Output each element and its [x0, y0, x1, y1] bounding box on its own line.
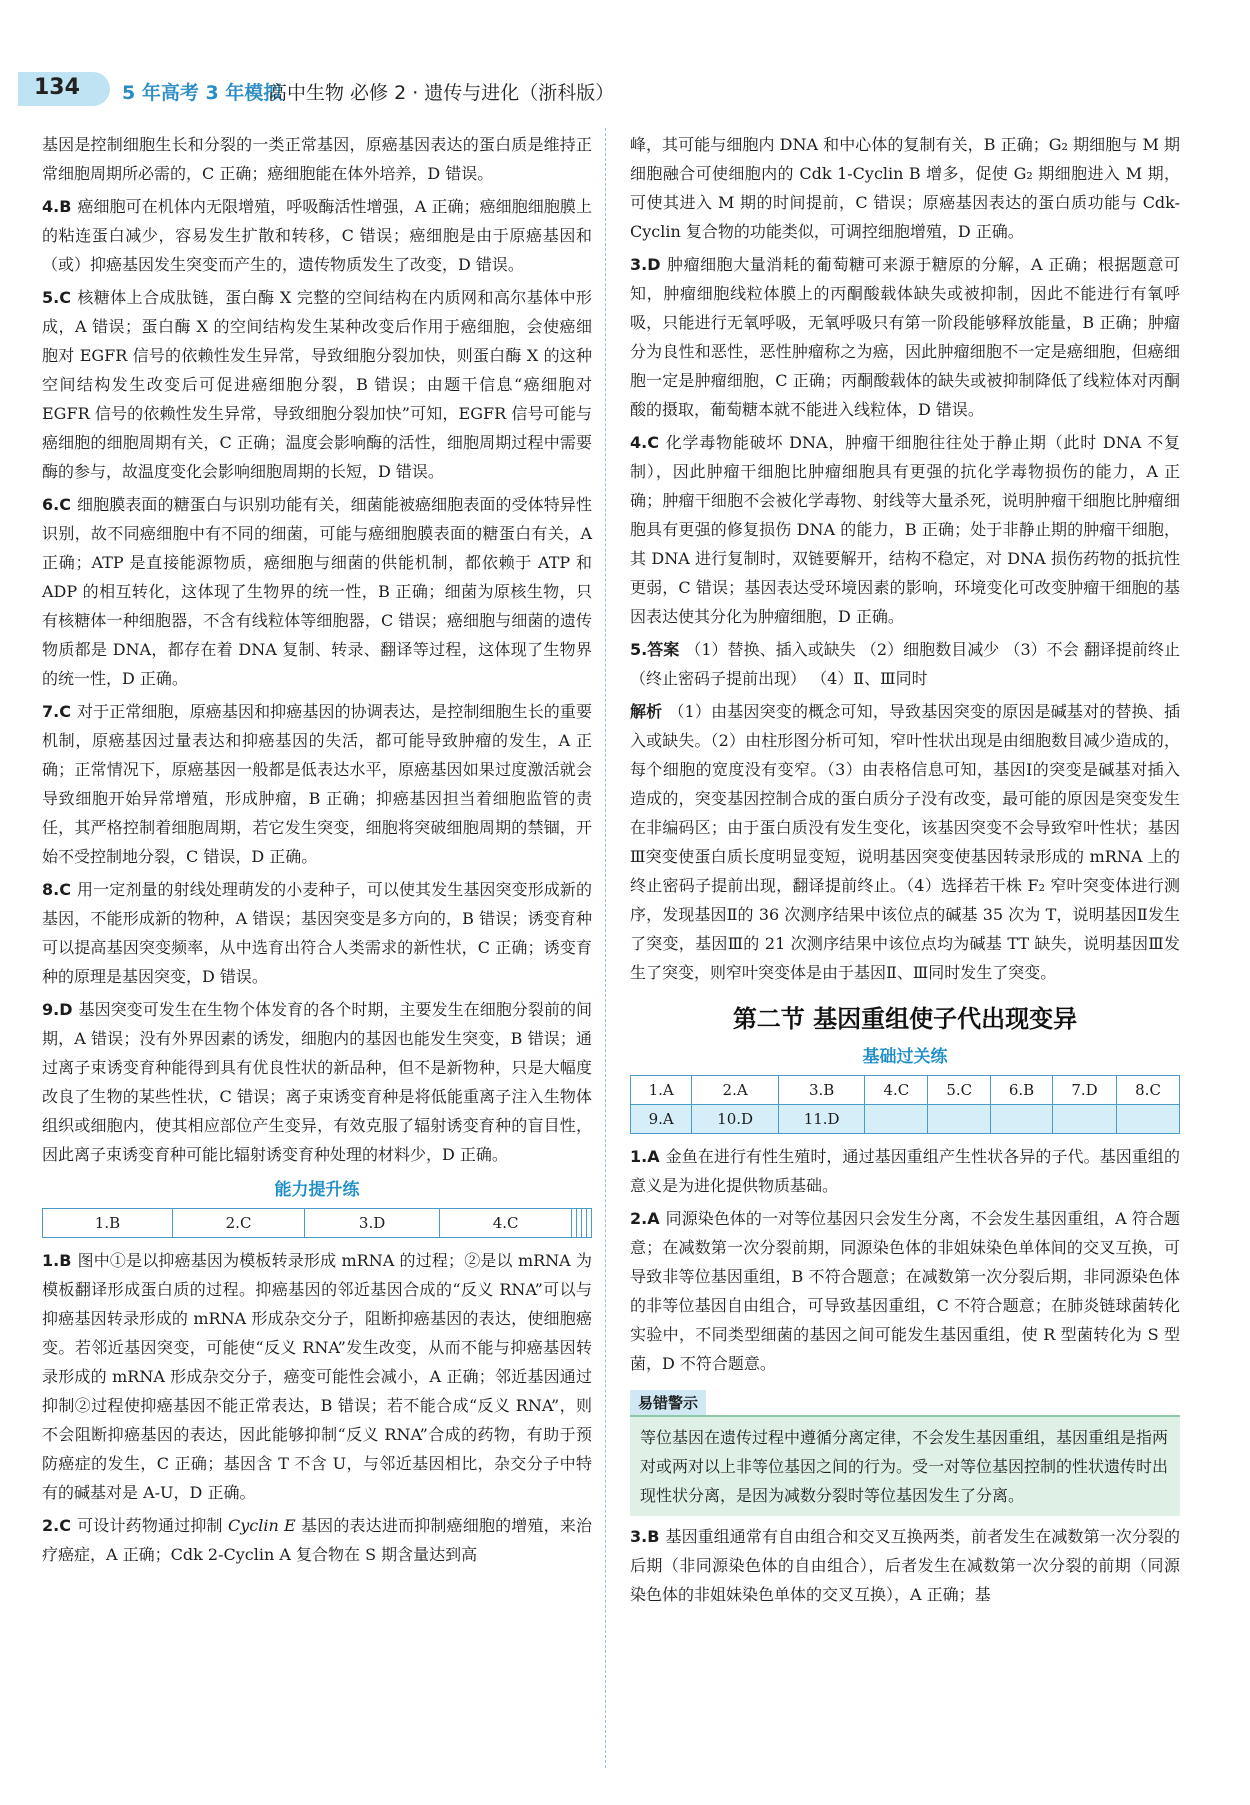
answer-cell: 8.C — [1117, 1076, 1180, 1105]
answer-cell — [1052, 1105, 1116, 1134]
ability-section-title: 能力提升练 — [274, 1180, 360, 1200]
answer-cell — [586, 1209, 591, 1238]
answer-cell: 7.D — [1052, 1076, 1116, 1105]
answer-cell: 6.B — [991, 1076, 1053, 1105]
answer-cell: 4.C — [865, 1076, 928, 1105]
analysis-item: 解析 （1）由基因突变的概念可知，导致基因突变的原因是碱基对的替换、插入或缺失。（2）由柱形图分析可知，窄叶性状出现是由细胞数目减少造成的，每个细胞的宽度没有变窄。（3）由表格信息可知，基因Ⅰ的突变是碱基对插入造成的，突变基因控制合成的蛋白质分子没有改变，最可能的原因是突变发生在非编码区；由于蛋白质没有发生变化，该基因突变不会导致窄叶性状；基因Ⅲ突变使蛋白质长度明显变短，说明基因突变使基因转录形成的 mRNA 上的终止密码子提前出现，翻译提前终止。（4）选择若干株 F₂ 窄叶突变体进行测序，发现基因Ⅱ的 36 次测序结果中该位点的碱基 35 次为 T，说明基因Ⅱ发生了突变，基因Ⅲ的 21 次测序结果中该位点均为碱基 TT 缺失，说明基因Ⅲ发生了突变，则窄叶突变体是由于基因Ⅱ、Ⅲ同时发生了突变。 — [630, 702, 1180, 982]
right-column — [630, 130, 1180, 1613]
left-column — [42, 130, 592, 1573]
page-header — [0, 58, 1250, 116]
basic-section-title: 基础过关练 — [862, 1047, 948, 1067]
answer-item: 5.答案 （1）替换、插入或缺失 （2）细胞数目减少 （3）不会 翻译提前终止（终止密码子提前出现） （4）Ⅱ、Ⅲ同时 — [630, 640, 1180, 688]
answer-item: 4.C 化学毒物能破坏 DNA，肿瘤干细胞往往处于静止期（此时 DNA 不复制），因此肿瘤干细胞比肿瘤细胞具有更强的抗化学毒物损伤的能力，A 正确；肿瘤干细胞不会被化学毒物、射线等大量杀死，说明肿瘤干细胞比肿瘤细胞具有更强的修复损伤 DNA 的能力，B 正确；处于非静止期的肿瘤干细胞，其 DNA 进行复制时，双链要解开，结构不稳定，对 DNA 损伤药物的抵抗性更弱，C 错误；基因表达受环境因素的影响，环境变化可改变肿瘤干细胞的基因表达使其分化为肿瘤细胞，D 正确。 — [630, 433, 1180, 626]
answer-item: 8.C 用一定剂量的射线处理萌发的小麦种子，可以使其发生基因突变形成新的基因，不能形成新的物种，A 错误；基因突变是多方向的，B 错误；诱变育种可以提高基因突变频率，从中选育出符合人类需求的新性状，C 正确；诱变育种的原理是基因突变，D 错误。 — [42, 880, 592, 986]
answer-item: 基因是控制细胞生长和分裂的一类正常基因，原癌基因表达的蛋白质是维持正常细胞周期所必需的，C 正确；癌细胞能在体外培养，D 错误。 — [42, 135, 592, 183]
answer-item: 2.C 可设计药物通过抑制 Cyclin E 基因的表达进而抑制癌细胞的增殖，来治疗癌症，A 正确；Cdk 2-Cyclin A 复合物在 S 期含量达到高 — [42, 1516, 593, 1564]
page-number: 134 — [34, 75, 80, 100]
answer-cell — [865, 1105, 928, 1134]
answer-item: 6.C 细胞膜表面的糖蛋白与识别功能有关，细菌能被癌细胞表面的受体特异性识别，故不同癌细胞中有不同的细菌，可能与癌细胞膜表面的糖蛋白有关，A 正确；ATP 是直接能源物质，癌细胞与细菌的供能机制，都依赖于 ATP 和 ADP 的相互转化，这体现了生物界的统一性，B 正确；细菌为原核生物，只有核糖体一种细胞器，不含有线粒体等细胞器，C 错误；癌细胞与细菌的遗传物质都是 DNA，都存在着 DNA 复制、转录、翻译等过程，这体现了生物界的统一性，D 正确。 — [42, 495, 592, 688]
answer-cell: 1.B — [43, 1209, 173, 1238]
answer-cell: 2.C — [172, 1209, 304, 1238]
answer-cell — [991, 1105, 1053, 1134]
answer-cell: 2.A — [692, 1076, 779, 1105]
book-title: 高中生物 必修 2 · 遗传与进化（浙科版） — [268, 82, 615, 104]
error-warning-label: 易错警示 — [630, 1390, 706, 1415]
basic-answer-table — [630, 1075, 1180, 1134]
error-warning-box: 等位基因在遗传过程中遵循分离定律，不会发生基因重组，基因重组是指两对或两对以上非等位基因之间的行为。受一对等位基因控制的性状遗传时出现性状分离，是因为减数分裂时等位基因发生了分离。 — [630, 1415, 1180, 1516]
answer-cell — [928, 1105, 991, 1134]
answer-cell — [1117, 1105, 1180, 1134]
answer-item: 4.B 癌细胞可在机体内无限增殖，呼吸酶活性增强，A 正确；癌细胞细胞膜上的粘连蛋白减少，容易发生扩散和转移，C 错误；癌细胞是由于原癌基因和（或）抑癌基因发生突变而产生的，遗传物质发生了改变，D 错误。 — [42, 197, 592, 274]
answer-item: 7.C 对于正常细胞，原癌基因和抑癌基因的协调表达，是控制细胞生长的重要机制，原癌基因过量表达和抑癌基因的失活，都可能导致肿瘤的发生，A 正确；正常情况下，原癌基因一般都是低表达水平，原癌基因如果过度激活就会导致细胞开始异常增殖，形成肿瘤，B 正确；抑癌基因担当着细胞监管的责任，其严格控制着细胞周期，若它发生突变，细胞将突破细胞周期的禁锢，开始不受控制地分裂，C 错误，D 正确。 — [42, 702, 592, 866]
answer-item: 5.C 核糖体上合成肽链，蛋白酶 X 完整的空间结构在内质网和高尔基体中形成，A 错误；蛋白酶 X 的空间结构发生某种改变后作用于癌细胞，会使癌细胞对 EGFR 信号的依赖性发生异常，导致细胞分裂加快，则蛋白酶 X 的这种空间结构发生改变后可促进癌细胞分裂，B 错误；由题干信息“癌细胞对 EGFR 信号的依赖性发生异常，导致细胞分裂加快”可知，EGFR 信号可能与癌细胞的细胞周期有关，C 正确；温度会影响酶的活性，细胞周期过程中需要酶的参与，故温度变化会影响细胞周期的长短，D 错误。 — [42, 288, 592, 481]
answer-cell: 5.C — [928, 1076, 991, 1105]
column-divider — [605, 128, 606, 1768]
brand-title: 5 年高考 3 年模拟 — [122, 82, 283, 104]
answer-item: 3.D 肿瘤细胞大量消耗的葡萄糖可来源于糖原的分解，A 正确；根据题意可知，肿瘤细胞线粒体膜上的丙酮酸载体缺失或被抑制，因此不能进行有氧呼吸，只能进行无氧呼吸，无氧呼吸只有第一阶段能够释放能量，B 正确；肿瘤分为良性和恶性，恶性肿瘤称之为癌，因此肿瘤细胞不一定是癌细胞，但癌细胞一定是肿瘤细胞，C 正确；丙酮酸载体的缺失或被抑制降低了线粒体对丙酮酸的摄取，葡萄糖本就不能进入线粒体，D 错误。 — [630, 255, 1180, 419]
answer-item: 3.B 基因重组通常有自由组合和交叉互换两类，前者发生在减数第一次分裂的后期（非同源染色体的自由组合），后者发生在减数第一次分裂的前期（同源染色体的非姐妹染色单体的交叉互换），A 正确；基 — [630, 1527, 1180, 1604]
answer-item: 9.D 基因突变可发生在生物个体发育的各个时期，主要发生在细胞分裂前的间期，A 错误；没有外界因素的诱发，细胞内的基因也能发生突变，B 错误；通过离子束诱变育种能得到具有优良性状的新品种，但不是新物种，只是大幅度改良了生物的某些性状，C 错误；离子束诱变育种是将低能重离子注入生物体组织或细胞内，使其相应部位产生变异，有效克服了辐射诱变育种的盲目性，因此离子束诱变育种可能比辐射诱变育种处理的材料少，D 正确。 — [42, 1000, 592, 1164]
answer-cell: 3.B — [778, 1076, 865, 1105]
section-title: 第二节 基因重组使子代出现变异 — [732, 1005, 1078, 1033]
answer-cell: 1.A — [631, 1076, 692, 1105]
answer-cell: 4.C — [440, 1209, 572, 1238]
answer-cell: 11.D — [778, 1105, 865, 1134]
ability-answer-table — [42, 1208, 592, 1238]
answer-cell: 9.A — [631, 1105, 692, 1134]
answer-cell: 10.D — [692, 1105, 779, 1134]
answer-cell: 3.D — [305, 1209, 440, 1238]
answer-item: 1.B 图中①是以抑癌基因为模板转录形成 mRNA 的过程；②是以 mRNA 为模板翻译形成蛋白质的过程。抑癌基因的邻近基因合成的“反义 RNA”可以与抑癌基因转录形成的 mRNA 形成杂交分子，阻断抑癌基因的表达，使细胞癌变。若邻近基因突变，可能使“反义 RNA”发生改变，从而不能与抑癌基因转录形成的 mRNA 形成杂交分子，癌变可能性会减小，A 正确；邻近基因通过抑制②过程使抑癌基因不能正常表达，B 错误；若不能合成“反义 RNA”，则不会阻断抑癌基因的表达，因此能够抑制“反义 RNA”合成的药物，有助于预防癌症的发生，C 正确；基因含 T 不含 U，与邻近基因相比，杂交分子中特有的碱基对是 A-U，D 正确。 — [42, 1251, 592, 1502]
answer-item: 2.A 同源染色体的一对等位基因只会发生分离，不会发生基因重组，A 符合题意；在减数第一次分裂前期，同源染色体的非姐妹染色单体间的交叉互换，可导致非等位基因重组，B 不符合题意；在减数第一次分裂后期，非同源染色体的非等位基因自由组合，可导致基因重组，C 不符合题意；在肺炎链球菌转化实验中，不同类型细菌的基因之间可能发生基因重组，使 R 型菌转化为 S 型菌，D 不符合题意。 — [630, 1209, 1180, 1373]
answer-item: 峰，其可能与细胞内 DNA 和中心体的复制有关，B 正确；G₂ 期细胞与 M 期细胞融合可使细胞内的 Cdk 1-Cyclin B 增多，促使 G₂ 期细胞进入 M 期，可使其进入 M 期的时间提前，C 错误；原癌基因表达的蛋白质功能与 Cdk-Cyclin 复合物的功能类似，可调控细胞增殖，D 正确。 — [630, 135, 1180, 241]
answer-item: 1.A 金鱼在进行有性生殖时，通过基因重组产生性状各异的子代。基因重组的意义是为进化提供物质基础。 — [630, 1147, 1180, 1195]
